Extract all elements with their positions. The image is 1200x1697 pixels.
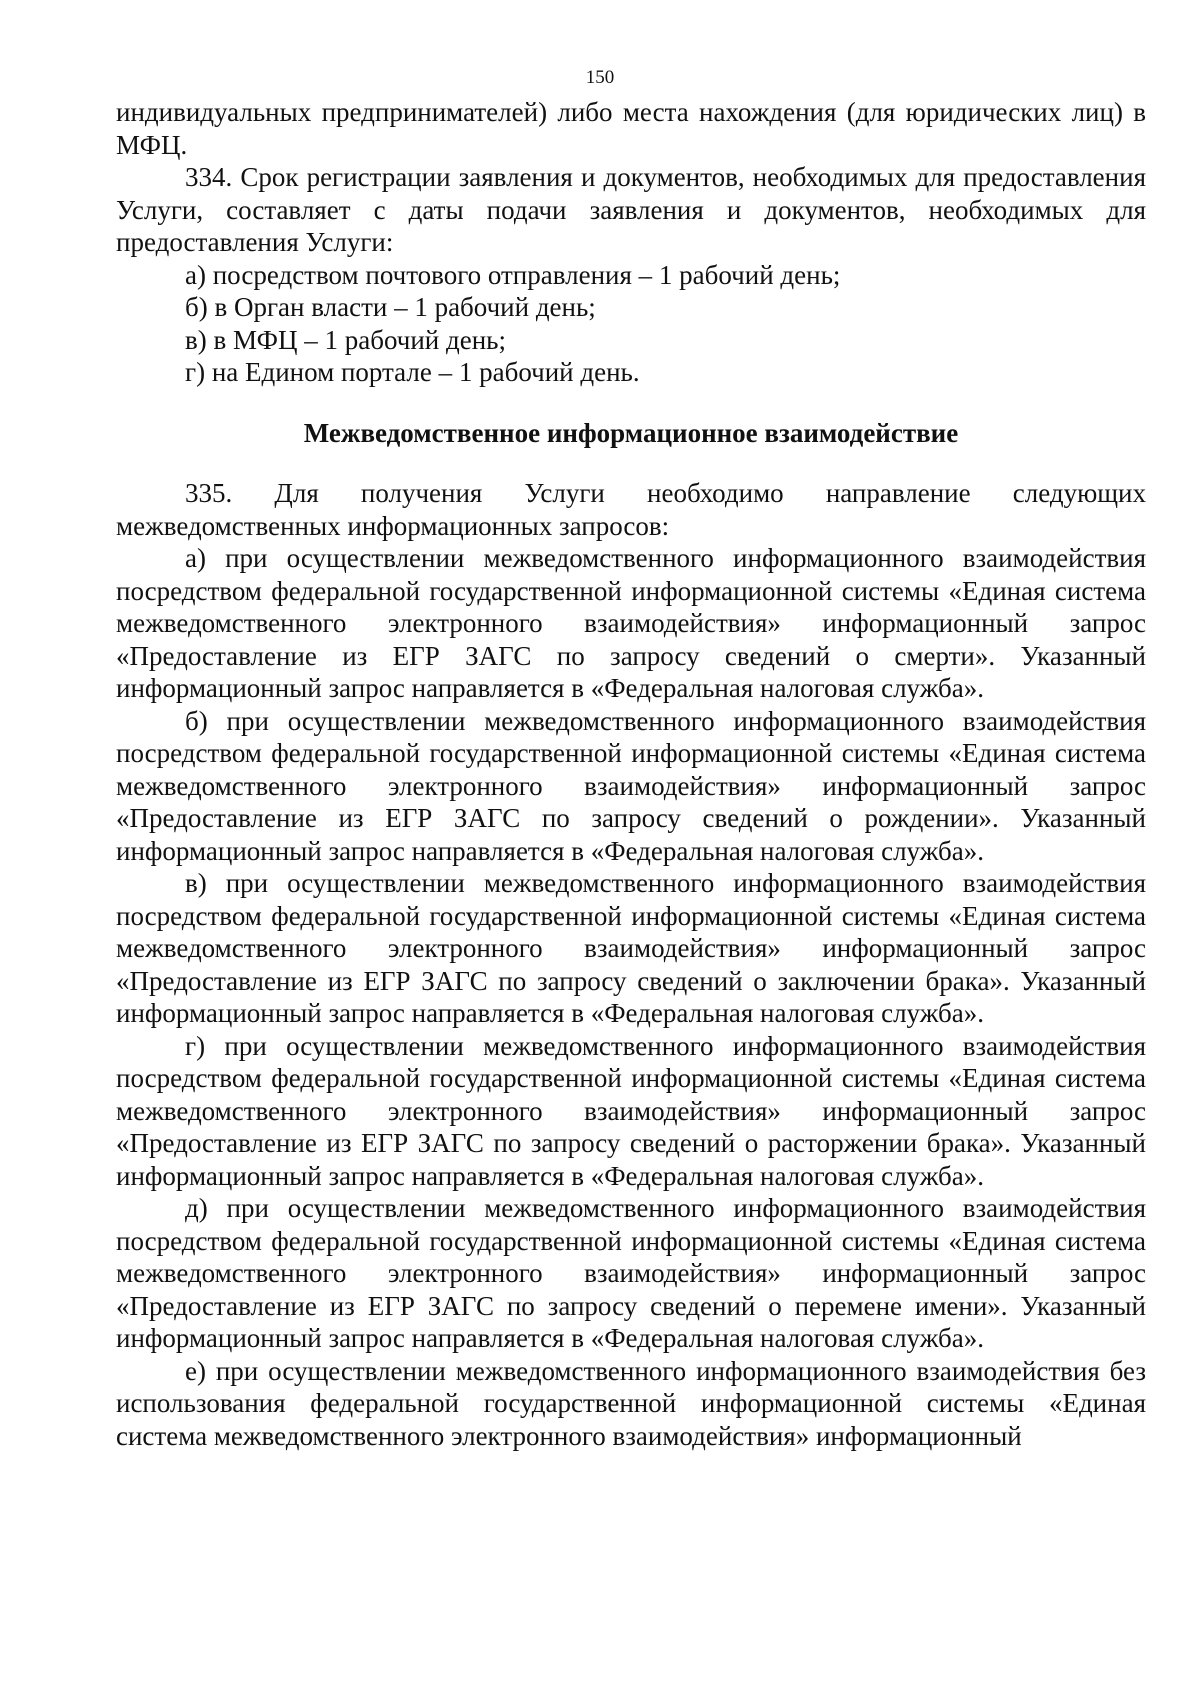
paragraph-335-e: е) при осуществлении межведомственного информационного взаимодействия без использования федеральной государственной информационной системы «Единая система межведомственного электронного взаимодействия» информационный — [116, 1355, 1146, 1451]
paragraph-335-g: г) при осуществлении межведомственного информационного взаимодействия посредством федеральной государственной информационной системы «Единая система межведомственного электронного взаимодействия» информационный запрос «Предоставление из ЕГР ЗАГС по запросу сведений о расторжении брака». Указанный информационный запрос направляется в «Федеральная налоговая служба». — [116, 1030, 1146, 1191]
paragraph-335-d: д) при осуществлении межведомственного информационного взаимодействия посредством федеральной государственной информационной системы «Единая система межведомственного электронного взаимодействия» информационный запрос «Предоставление из ЕГР ЗАГС по запросу сведений о перемене имени». Указанный информационный запрос направляется в «Федеральная налоговая служба». — [116, 1193, 1146, 1353]
paragraph-335-v: в) при осуществлении межведомственного информационного взаимодействия посредством федеральной государственной информационной системы «Единая система межведомственного электронного взаимодействия» информационный запрос «Предоставление из ЕГР ЗАГС по запросу сведений о заключении брака». Указанный информационный запрос направляется в «Федеральная налоговая служба». — [116, 868, 1146, 1028]
paragraph-335-a: а) при осуществлении межведомственного информационного взаимодействия посредством федеральной государственной информационной системы «Единая система межведомственного электронного взаимодействия» информационный запрос «Предоставление из ЕГР ЗАГС по запросу сведений о смерти». Указанный информационный запрос направляется в «Федеральная налоговая служба». — [116, 543, 1146, 703]
paragraph-335-b: б) при осуществлении межведомственного информационного взаимодействия посредством федеральной государственной информационной системы «Единая система межведомственного электронного взаимодействия» информационный запрос «Предоставление из ЕГР ЗАГС по запросу сведений о рождении». Указанный информационный запрос направляется в «Федеральная налоговая служба». — [116, 705, 1146, 866]
continuation-paragraph: индивидуальных предпринимателей) либо места нахождения (для юридических лиц) в МФЦ. — [116, 97, 1146, 160]
page-number: 150 — [585, 67, 615, 88]
document-body — [116, 96, 1146, 1452]
list-item-334-g: г) на Едином портале – 1 рабочий день. — [185, 357, 640, 387]
section-heading: Межведомственное информационное взаимодействие — [303, 417, 959, 448]
list-item-334-b: б) в Орган власти – 1 рабочий день; — [185, 292, 596, 322]
list-item-334-a: а) посредством почтового отправления – 1 рабочий день; — [185, 259, 841, 290]
list-item-334-v: в) в МФЦ – 1 рабочий день; — [185, 324, 506, 355]
paragraph-334: 334. Срок регистрации заявления и документов, необходимых для предоставления Услуги, составляет с даты подачи заявления и документов, необходимых для предоставления Услуги: — [116, 162, 1146, 257]
paragraph-335: 335. Для получения Услуги необходимо направление следующих межведомственных информационных запросов: — [116, 478, 1146, 541]
